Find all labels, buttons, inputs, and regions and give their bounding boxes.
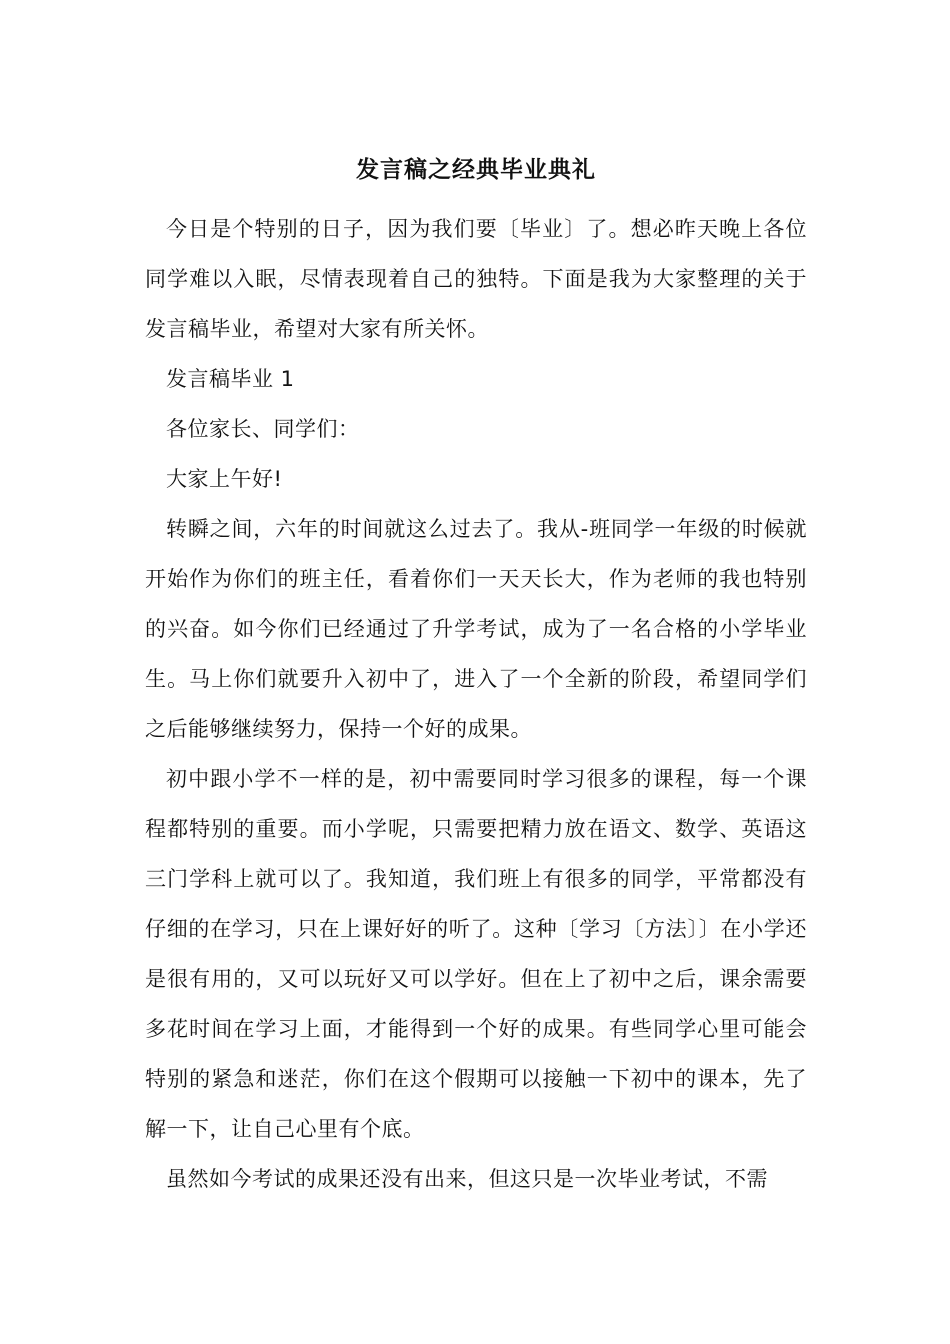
paragraph-greeting: 大家上午好! (166, 467, 283, 491)
document-content (145, 148, 807, 1204)
paragraph-body-1: 转瞬之间，六年的时间就这么过去了。我从-班同学一年级的时候就开始作为你们的班主任，看着你们一天天长大，作为老师的我也特别的兴奋。如今你们已经通过了升学考试，成为了一名合格的小学毕业生。马上你们就要升入初中了，进入了一个全新的阶段，希望同学们之后能够继续努力，保持一个好的成果。 (145, 517, 807, 741)
paragraph-body-3: 虽然如今考试的成果还没有出来，但这只是一次毕业考试，不需 (166, 1167, 768, 1191)
paragraph-salutation: 各位家长、同学们： (166, 417, 360, 441)
paragraph-intro: 今日是个特别的日子，因为我们要〔毕业〕了。想必昨天晚上各位同学难以入眠，尽情表现着自己的独特。下面是我为大家整理的关于发言稿毕业，希望对大家有所关怀。 (145, 217, 807, 341)
document-body (145, 204, 807, 1204)
document-title: 发言稿之经典毕业典礼 (356, 157, 596, 183)
paragraph-body-2: 初中跟小学不一样的是，初中需要同时学习很多的课程，每一个课程都特别的重要。而小学呢，只需要把精力放在语文、数学、英语这三门学科上就可以了。我知道，我们班上有很多的同学，平常都没有仔细的在学习，只在上课好好的听了。这种〔学习〔方法〕〕在小学还是很有用的，又可以玩好又可以学好。但在上了初中之后，课余需要多花时间在学习上面，才能得到一个好的成果。有些同学心里可能会特别的紧急和迷茫，你们在这个假期可以接触一下初中的课本，先了解一下，让自己心里有个底。 (145, 767, 807, 1141)
paragraph-section-heading: 发言稿毕业 1 (166, 367, 295, 391)
